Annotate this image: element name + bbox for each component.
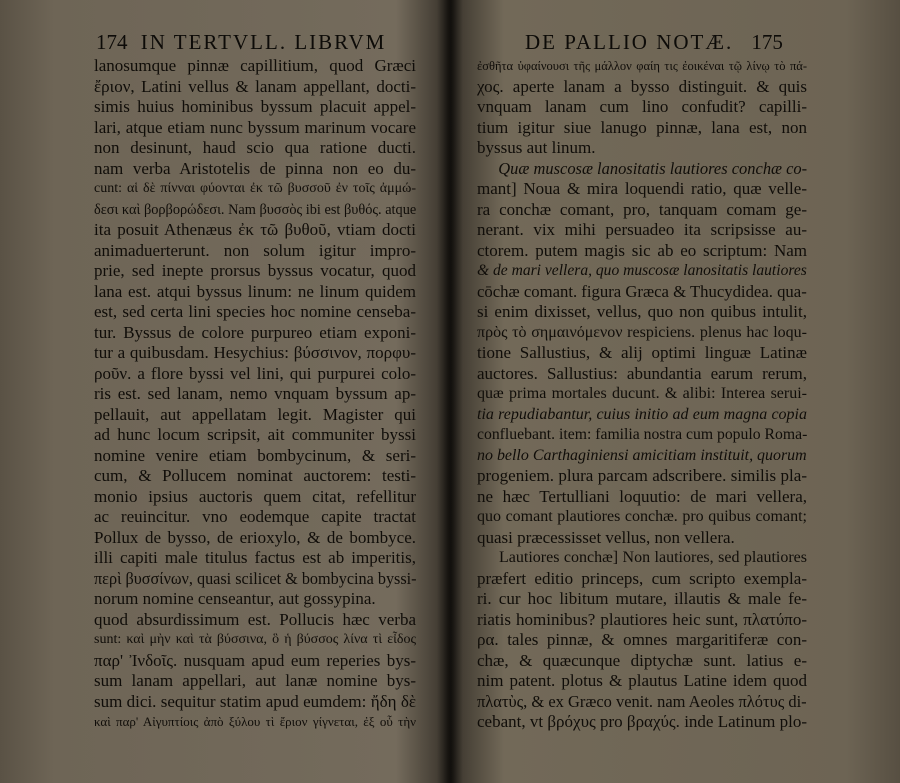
text-line: ctorem. putem magis sic ab eo scriptum: Nam	[477, 240, 807, 260]
text-line: nomine venire etiam bombycinum, & seri-	[94, 445, 416, 465]
text-line: ad hunc locum scripsit, ait communiter byssi	[94, 425, 416, 444]
text-line: cōchæ comant. figura Græca & Thucydidea. qua-	[477, 281, 807, 301]
text-line: ri. cur hoc libitum mutare, illautis & male fe-	[477, 589, 807, 608]
text-line: prie, sed inepte prorsus byssus vocatur, quod	[94, 261, 416, 280]
right-page	[453, 0, 900, 783]
text-line: nerant. vix mihi persuadeo ita scripsisse au-	[477, 220, 807, 239]
text-line: quasi præcessisset vellus, non vellera.	[477, 527, 735, 547]
text-line: sum lanam appellari, aut lanæ nomine bys-	[94, 671, 416, 690]
text-line: χος. aperte lanam a bysso distinguit. & quis	[477, 76, 807, 96]
text-line: progeniem. plura parcam adscribere. similis pla-	[477, 466, 807, 485]
text-line: Pollux de bysso, de erioxylo, & de bombyce.	[94, 527, 416, 547]
text-line: & de mari vellera, quo muscosæ lanositatis lautiores	[477, 262, 807, 279]
text-line: quo comant plautiores conchæ. pro quibus comant;	[477, 508, 807, 525]
text-line: ris est. sed lanam, nemo vnquam byssum ap-	[94, 384, 416, 403]
text-line: tur. Byssus de colore purpureo etiam exponi-	[94, 322, 416, 342]
text-line: riatis hominibus? plautiores heic sunt, πλατύπο-	[477, 609, 807, 629]
text-line: περὶ βυσσίνων, quasi scilicet & bombycina byssi-	[94, 568, 417, 588]
text-line: ρα. tales pinnæ, & omnes margaritiferæ con-	[477, 630, 807, 649]
text-line: animaduerterunt. non solum igitur impro-	[94, 240, 416, 260]
text-line: lanosumque pinnæ capillitium, quod Græci	[94, 56, 416, 75]
text-line: καὶ παρ' Αἰγυπτίοις ἀπὸ ξύλου τὶ ἔριον γίγνεται, ἐξ οὗ τὴν	[94, 714, 416, 729]
left-page	[0, 0, 447, 783]
text-line: cum, & Pollucem nominat auctorem: testi-	[94, 466, 416, 485]
text-line: est, sed certa lini species hoc nomine censeba-	[94, 302, 416, 321]
right-running-head	[525, 30, 783, 55]
left-running-head	[96, 30, 386, 55]
text-line: tur a quibusdam. Hesychius: βύσσινον, πορφυ-	[94, 343, 416, 362]
text-line: quæ prima mortales ducunt. & alibi: Interea serui-	[477, 385, 807, 402]
text-line: lari, atque etiam nunc byssum marinum vocare	[94, 117, 416, 137]
text-line: monio ipsius auctoris quem citat, refellitur	[94, 486, 416, 506]
left-page-number: 174	[96, 30, 128, 54]
text-line: nam verba Aristotelis de pinna non eo du-	[94, 158, 416, 178]
text-line: pellauit, aut appellatam legit. Magister qui	[94, 404, 416, 424]
book-gutter	[437, 0, 463, 783]
text-line: ἔριον, Latini vellus & lanam appellant, docti-	[94, 76, 416, 96]
text-line: simis huius hominibus byssum placuit appel-	[94, 97, 416, 116]
text-line: non desinunt, haud scio qua ratione ducti.	[94, 138, 416, 157]
right-running-head-title: DE PALLIO NOTÆ.	[525, 30, 734, 54]
text-line: sunt: καὶ μὴν καὶ τὰ βύσσινα, ὃ ἡ βύσσος λίνα τὶ εἶδος	[94, 632, 416, 647]
text-line: πλατὺς, & ex Græco venit. nam Aeoles πλότυς di-	[477, 691, 807, 711]
text-line: δεσι καὶ βορβορώδεσι. Nam βυσσὸς ibi est βυθός. atque	[94, 201, 417, 218]
text-line: præfert editio princeps, cum scripto exempla-	[477, 568, 807, 588]
right-page-text	[477, 56, 807, 733]
text-line: tia repudiabantur, cuius initio ad eum magna copia	[477, 405, 807, 423]
text-line: mant] Noua & mira loquendi ratio, quæ velle-	[477, 179, 807, 198]
text-line: ac reuincitur. vno eodemque capite tractat	[94, 507, 416, 526]
right-page-number: 175	[751, 30, 783, 54]
text-line: παρ' Ἰνδοῖς. nusquam apud eum reperies bys-	[94, 650, 416, 670]
text-line: ροῦν. a flore byssi vel lini, qui purpurei colo-	[94, 363, 416, 383]
left-running-head-title: IN TERTVLL. LIBRVM	[140, 30, 387, 54]
text-line: no bello Carthaginiensi amicitiam instituit, quorum	[477, 446, 807, 464]
text-line: ne hæc Tertulliani loquutio: de mari vellera,	[477, 486, 807, 506]
text-line: byssus aut linum.	[477, 138, 596, 157]
text-line: cunt: αἱ δὲ πίνναι φύονται ἐκ τῶ βυσσοῦ ἐν τοῖς ἀμμώ-	[94, 181, 416, 196]
text-line: nim patent. plotus & plautus Latine idem quod	[477, 671, 807, 690]
text-line: illi capiti male titulus factus est ab imperitis,	[94, 548, 416, 567]
text-line: Quæ muscosæ lanositatis lautiores conchæ co-	[498, 158, 808, 178]
text-line: tium igitur siue lanugo pinnæ, lana est, non	[477, 117, 807, 137]
text-line: quod absurdissimum est. Pollucis hæc verba	[94, 609, 416, 629]
text-line: ἐσθῆτα ὑφαίνουσι τῆς μάλλον φαίη τις ἐοικέναι τῷ λίνῳ τὸ πά-	[477, 59, 807, 73]
text-line: sum dici. sequitur statim apud eumdem: ἤδη δὲ	[94, 691, 416, 711]
text-line: confluebant. item: familia nostra cum populo Roma-	[477, 426, 808, 443]
text-line: ita posuit Athenæus ἐκ τῶ βυθοῦ, vtiam docti	[94, 220, 416, 239]
text-line: auctores. Sallustius: abundantia earum rerum,	[477, 363, 807, 383]
text-line: lana est. atqui byssus linum: ne linum quidem	[94, 281, 416, 301]
text-line: Lautiores conchæ] Non lautiores, sed plautiores	[499, 549, 807, 566]
text-line: tione Sallustius, & alij optimi linguæ Latinæ	[477, 343, 807, 362]
text-line: ra conchæ comant, pro, tanquam comam ge-	[477, 199, 807, 219]
text-line: πρὸς τὸ σημαινόμενον respiciens. plenus hac loqu-	[477, 323, 807, 341]
text-line: si enim dixisset, vellus, quo non quibus intulit,	[477, 302, 807, 321]
left-page-text	[94, 56, 416, 733]
text-line: cebant, vt βρόχυς pro βραχύς. inde Latinum plo-	[477, 712, 807, 731]
text-line: chæ, & quæcunque diptychæ sunt. latius e-	[477, 650, 807, 670]
text-line: vnquam lanam cum lino confudit? capilli-	[477, 97, 807, 116]
text-line: norum nomine censeantur, aut gossypina.	[94, 589, 376, 608]
